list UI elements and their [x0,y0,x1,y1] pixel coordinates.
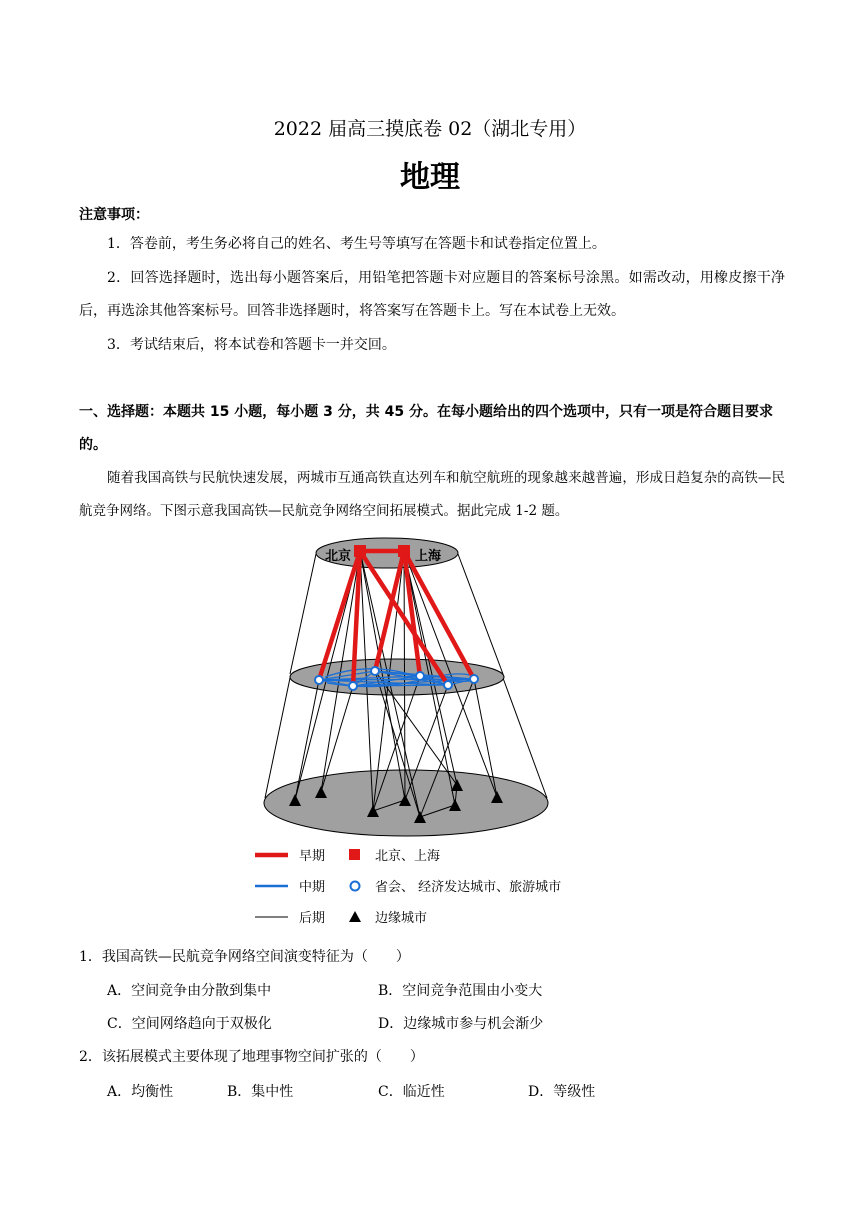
question-1-option-b: B．空间竞争范围由小变大 [378,983,543,999]
question-passage: 随着我国高铁与民航快速发展，两城市互通高铁直达列车和航空航班的现象越来越普遍，形成日趋复杂的高铁—民航竞争网络。下图示意我国高铁—民航竞争网络空间拓展模式。据此完成 1-2 题。 [79,470,785,519]
question-2-option-c: C．临近性 [378,1084,445,1100]
legend-mid-label: 中期 [299,880,326,895]
section-heading: 一、选择题：本题共 15 小题，每小题 3 分，共 45 分。在每小题给出的四个选项中，只有一项是符合题目要求的。 [79,404,773,453]
mid-city-circle-icon [444,681,452,689]
question-1-stem: 1．我国高铁—民航竞争网络空间演变特征为（ ） [79,949,410,965]
mid-city-circle-icon [470,675,478,683]
network-expansion-diagram [255,535,575,940]
legend-early-symbol-label: 北京、上海 [375,849,441,864]
mid-city-circle-icon [416,672,424,680]
notice-item-3: 3．考试结束后，将本试卷和答题卡一并交回。 [107,337,396,353]
beijing-square-icon [354,545,366,557]
mid-city-circle-icon [315,676,323,684]
question-1-option-a: A．空间竞争由分散到集中 [107,983,272,999]
frustum-edge-right-top [458,554,503,674]
diagram-legend [255,848,561,926]
question-2-option-a: A．均衡性 [107,1084,174,1100]
subject-title: 地理 [400,160,460,195]
question-1-option-d: D．边缘城市参与机会渐少 [378,1016,544,1032]
legend-circle-icon [351,882,360,891]
exam-title: 2022 届高三摸底卷 02（湖北专用） [273,118,587,140]
legend-mid-symbol-label: 省会、 经济发达城市、旅游城市 [375,880,562,895]
frustum-edge-left-bottom [265,678,290,798]
question-1-option-c: C．空间网络趋向于双极化 [107,1016,272,1032]
question-2-option-b: B．集中性 [227,1084,294,1100]
mid-city-circle-icon [371,667,379,675]
question-2-stem: 2．该拓展模式主要体现了地理事物空间扩张的（ ） [79,1049,424,1065]
notice-item-1: 1．答卷前，考生务必将自己的姓名、考生号等填写在答题卡和试卷指定位置上。 [107,236,606,252]
beijing-label: 北京 [325,549,352,564]
legend-triangle-icon [349,911,361,922]
legend-late-label: 后期 [299,911,326,926]
question-2-option-d: D．等级性 [528,1084,596,1100]
shanghai-label: 上海 [415,549,442,564]
notice-item-2: 2．回答选择题时，选出每小题答案后，用铅笔把答题卡对应题目的答案标号涂黑。如需改动，用橡皮擦干净后，再选涂其他答案标号。回答非选择题时，将答案写在答题卡上。写在本试卷上无效。 [79,270,785,319]
legend-square-icon [349,849,360,860]
legend-early-label: 早期 [299,849,326,864]
frustum-edge-left-top [290,554,316,674]
mid-city-circle-icon [349,682,357,690]
legend-late-symbol-label: 边缘城市 [375,911,428,926]
notice-heading: 注意事项： [79,207,149,223]
shanghai-square-icon [398,545,410,557]
